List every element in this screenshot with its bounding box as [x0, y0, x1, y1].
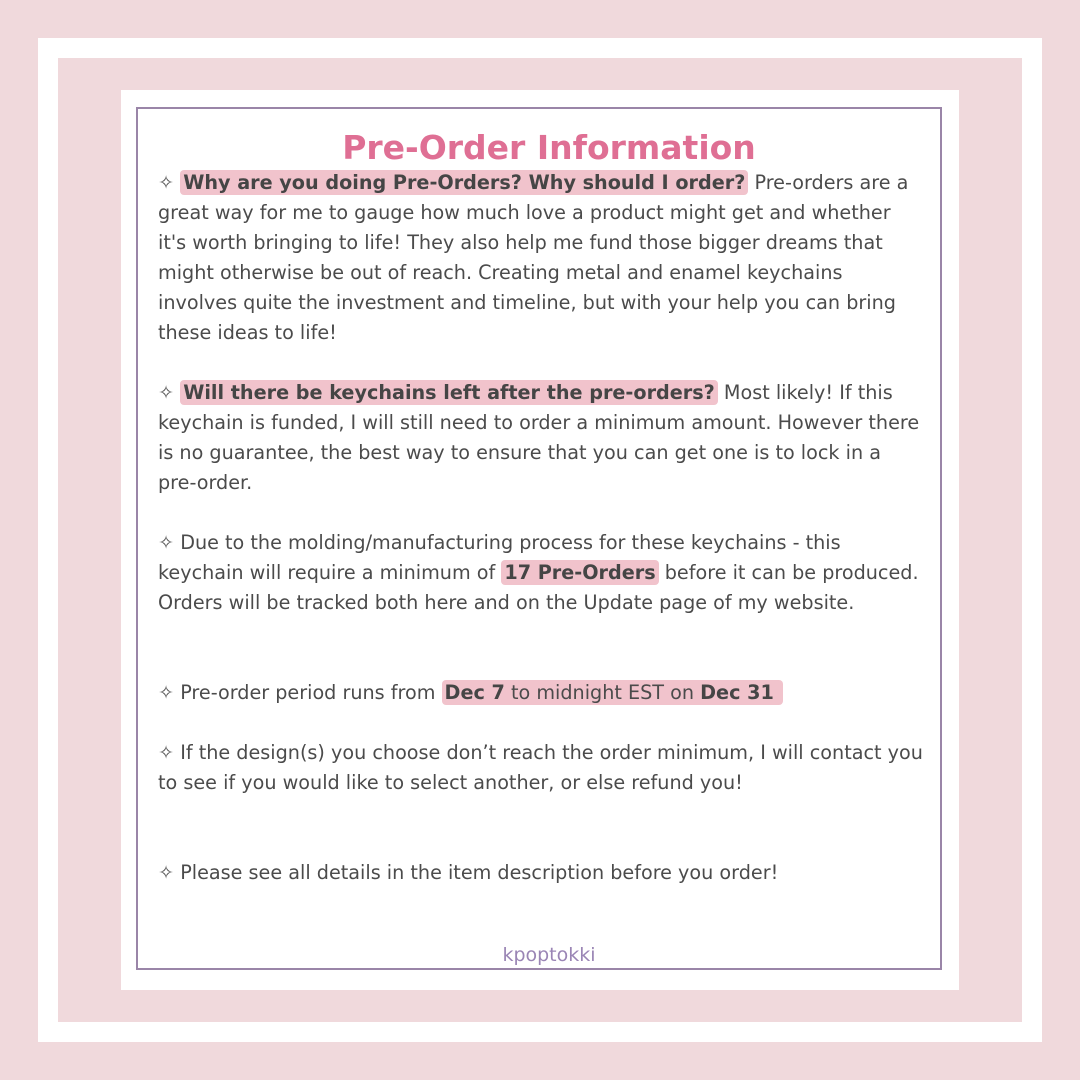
faq-leftover-keychains	[158, 378, 923, 498]
refund-text: If the design(s) you choose don’t reach the order minimum, I will contact you to see if you would like to select another, or else refund you!	[158, 741, 923, 794]
details-note	[158, 858, 923, 888]
page-title: Pre-Order Information	[342, 128, 756, 167]
question-why-preorder: Why are you doing Pre-Orders? Why should I order?	[180, 170, 748, 195]
answer-leftover-keychains: Most likely! If this keychain is funded, I will still need to order a minimum amount. However there is no guarantee, the best way to ensure that you can get one is to lock in a pre-order.	[158, 381, 920, 494]
minimum-text-after: before it can be produced. Orders will be tracked both here and on the Update page of my website.	[158, 561, 919, 614]
sparkle-icon: ✧	[158, 741, 175, 764]
period-start-date: Dec 7	[444, 681, 505, 704]
sparkle-icon: ✧	[158, 861, 175, 884]
refund-policy	[158, 738, 923, 798]
minimum-text-before: Due to the molding/manufacturing process for these keychains - this keychain will require a minimum of	[158, 531, 841, 584]
question-leftover-keychains: Will there be keychains left after the pre-orders?	[180, 380, 718, 405]
sparkle-icon: ✧	[158, 381, 175, 404]
period-highlight	[442, 680, 783, 705]
brand-footer: kpoptokki	[502, 944, 596, 966]
period-middle-text: to midnight EST on	[504, 681, 701, 704]
faq-why-preorder	[158, 168, 923, 348]
period-end-date: Dec 31	[700, 681, 774, 704]
minimum-order-info	[158, 528, 923, 618]
minimum-highlight: 17 Pre-Orders	[501, 560, 658, 585]
answer-why-preorder: Pre-orders are a great way for me to gauge how much love a product might get and whether it's worth bringing to life! They also help me fund those bigger dreams that might otherwise be out of reach. Creating metal and enamel keychains involves quite the investment and timeline, but with your help you can bring these ideas to life!	[158, 171, 909, 344]
preorder-period	[158, 678, 923, 708]
details-text: Please see all details in the item description before you order!	[180, 861, 779, 884]
sparkle-icon: ✧	[158, 681, 175, 704]
sparkle-icon: ✧	[158, 171, 175, 194]
period-text-before: Pre-order period runs from	[180, 681, 442, 704]
sparkle-icon: ✧	[158, 531, 175, 554]
